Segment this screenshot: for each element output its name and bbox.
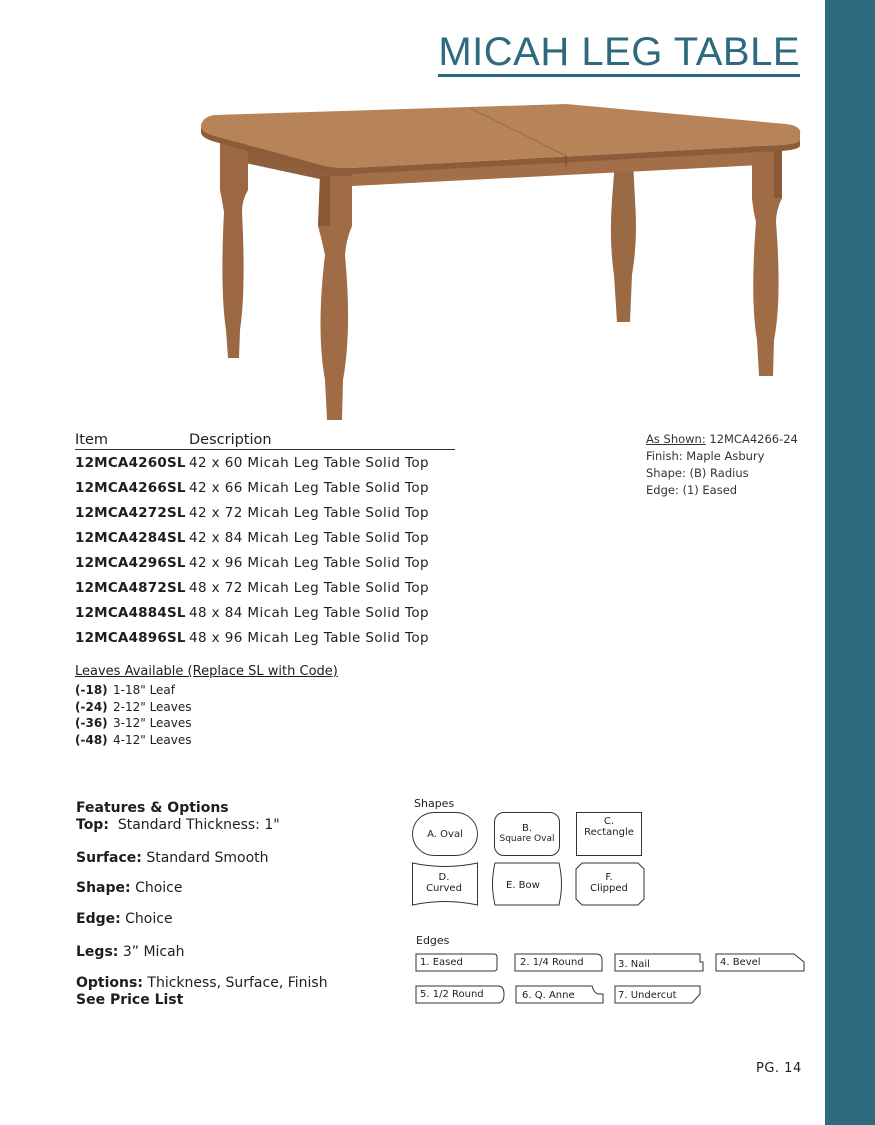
feature-label: Top: xyxy=(76,817,109,833)
item-description: 42 x 96 Micah Leg Table Solid Top xyxy=(189,554,429,571)
item-description: 42 x 72 Micah Leg Table Solid Top xyxy=(189,504,429,521)
item-description: 48 x 84 Micah Leg Table Solid Top xyxy=(189,604,429,621)
leaf-code: (-18) xyxy=(75,683,108,697)
as-shown-finish: Finish: Maple Asbury xyxy=(646,449,765,463)
side-color-band xyxy=(825,0,875,1125)
leaf-text: 3-12" Leaves xyxy=(113,716,192,730)
see-price-list: See Price List xyxy=(76,992,184,1008)
table-row xyxy=(75,525,455,550)
shape-label: Square Oval xyxy=(499,834,555,844)
description-column-header: Description xyxy=(189,432,272,448)
item-code: 12MCA4284SL xyxy=(75,529,186,546)
table-row xyxy=(75,500,455,525)
shape-label: A. Oval xyxy=(427,828,463,840)
leaf-code: (-48) xyxy=(75,732,108,747)
feature-top xyxy=(76,817,280,833)
shape-letter: C. xyxy=(603,816,615,827)
item-description: 42 x 60 Micah Leg Table Solid Top xyxy=(189,454,429,471)
shape-label: E. Bow xyxy=(506,880,540,891)
edge-label: 4. Bevel xyxy=(720,957,761,968)
shape-letter: F. xyxy=(605,872,613,883)
feature-label: Surface: xyxy=(76,850,142,866)
table-row xyxy=(75,550,455,575)
item-description: 42 x 84 Micah Leg Table Solid Top xyxy=(189,529,429,546)
item-code: 12MCA4896SL xyxy=(75,629,186,646)
shape-oval xyxy=(412,812,478,856)
feature-value: Standard Smooth xyxy=(146,850,269,866)
item-table-header xyxy=(75,432,455,450)
list-item xyxy=(75,715,338,732)
leaf-code: (-24) xyxy=(75,699,108,714)
shape-label: Curved xyxy=(426,883,462,894)
item-description: 42 x 66 Micah Leg Table Solid Top xyxy=(189,479,429,496)
feature-options xyxy=(76,975,328,991)
table-row xyxy=(75,475,455,500)
feature-shape xyxy=(76,880,183,896)
leaf-text: 4-12" Leaves xyxy=(113,732,192,747)
feature-label: Edge: xyxy=(76,911,121,927)
table-row xyxy=(75,450,455,475)
leaf-text: 2-12" Leaves xyxy=(113,699,192,714)
edge-label: 2. 1/4 Round xyxy=(520,957,584,968)
as-shown-value: 12MCA4266-24 xyxy=(709,432,798,446)
page-title: MICAH LEG TABLE xyxy=(438,30,800,77)
item-description: 48 x 72 Micah Leg Table Solid Top xyxy=(189,579,429,596)
item-code: 12MCA4296SL xyxy=(75,554,186,571)
item-code: 12MCA4872SL xyxy=(75,579,186,596)
leaf-text: 1-18" Leaf xyxy=(113,683,176,697)
feature-value: Standard Thickness: 1" xyxy=(117,817,280,833)
feature-label: Legs: xyxy=(76,944,119,960)
list-item xyxy=(75,732,338,749)
feature-label: Shape: xyxy=(76,880,131,896)
features-title: Features & Options xyxy=(76,800,229,816)
item-code: 12MCA4266SL xyxy=(75,479,186,496)
as-shown-edge: Edge: (1) Eased xyxy=(646,483,738,497)
feature-legs xyxy=(76,944,185,960)
shape-label: Clipped xyxy=(590,883,628,894)
table-row xyxy=(75,600,455,625)
leaves-title: Leaves Available (Replace SL with Code) xyxy=(75,664,338,679)
feature-edge xyxy=(76,911,173,927)
edge-label: 3. Nail xyxy=(618,959,650,970)
item-table xyxy=(75,432,455,650)
shape-label: Rectangle xyxy=(584,827,634,838)
edge-label: 7. Undercut xyxy=(618,990,677,1001)
shape-curved-label xyxy=(424,872,464,894)
feature-value: Choice xyxy=(125,911,173,927)
shape-rectangle xyxy=(576,812,642,856)
as-shown-shape: Shape: (B) Radius xyxy=(646,466,749,480)
table-illustration xyxy=(195,100,805,430)
page-number: PG. 14 xyxy=(756,1061,802,1076)
feature-value: Choice xyxy=(135,880,183,896)
item-column-header: Item xyxy=(75,432,109,448)
feature-surface xyxy=(76,850,269,866)
list-item xyxy=(75,682,338,699)
item-code: 12MCA4884SL xyxy=(75,604,186,621)
as-shown-info xyxy=(646,431,798,499)
shape-letter: D. xyxy=(438,872,450,883)
shape-clipped-label xyxy=(586,872,632,894)
edge-label: 6. Q. Anne xyxy=(522,990,575,1001)
edge-label: 1. Eased xyxy=(420,957,463,968)
shape-letter: B. xyxy=(521,823,533,834)
table-row xyxy=(75,575,455,600)
shapes-title: Shapes xyxy=(414,797,455,810)
feature-value: Thickness, Surface, Finish xyxy=(147,975,328,991)
leaf-code: (-36) xyxy=(75,716,108,730)
leaves-section xyxy=(75,664,338,748)
edge-label: 5. 1/2 Round xyxy=(420,989,484,1000)
list-item xyxy=(75,699,338,716)
feature-value: 3” Micah xyxy=(122,944,185,960)
item-code: 12MCA4260SL xyxy=(75,454,186,471)
item-description: 48 x 96 Micah Leg Table Solid Top xyxy=(189,629,429,646)
item-code: 12MCA4272SL xyxy=(75,504,186,521)
edges-title: Edges xyxy=(416,934,450,947)
feature-label: Options: xyxy=(76,975,143,991)
as-shown-label: As Shown: xyxy=(646,432,706,446)
shape-square-oval xyxy=(494,812,560,856)
table-row xyxy=(75,625,455,650)
